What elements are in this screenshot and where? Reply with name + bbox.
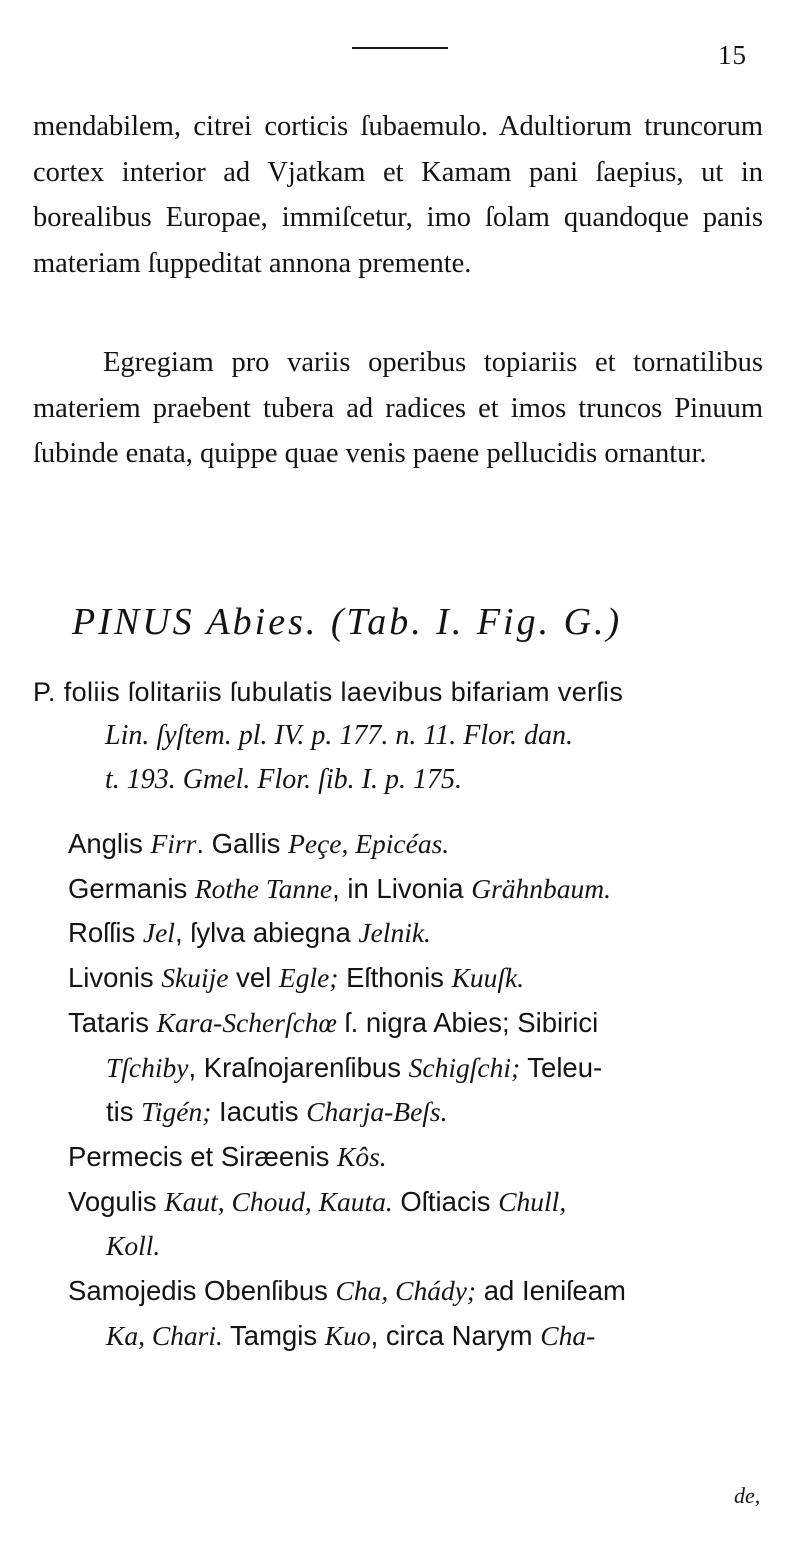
name-italic: Peçe, Epicéas. <box>288 828 450 859</box>
names-line-tataris-cont-1 <box>68 1046 768 1091</box>
name-italic: Rothe Tanne <box>194 872 333 904</box>
name-italic: Chull, <box>498 1185 567 1217</box>
text: , in Livonia <box>332 872 472 904</box>
name-italic: Cha, Chády; <box>335 1275 477 1307</box>
text: Tataris <box>68 1006 157 1038</box>
names-line-vogulis-cont <box>68 1224 768 1269</box>
name-italic: Jelnik. <box>358 917 431 949</box>
name-italic: Charja-Beſs. <box>306 1096 448 1128</box>
name-italic: Skuije <box>161 962 229 994</box>
names-line-germanis <box>68 867 768 912</box>
name-italic: Schigſchi; <box>408 1051 521 1083</box>
name-italic: Kôs. <box>336 1140 387 1172</box>
names-line-tataris-cont-2 <box>68 1090 768 1135</box>
name-italic: Ka, Chari. <box>106 1319 223 1351</box>
text: Tamgis <box>222 1319 325 1351</box>
citation-line-1: Lin. ſyſtem. pl. IV. p. 177. n. 11. Flor. dan. <box>105 720 573 751</box>
text: vel <box>228 962 279 994</box>
text: Eſthonis <box>338 962 452 994</box>
text: tis <box>106 1096 142 1128</box>
names-line-tataris <box>68 1001 768 1046</box>
text: ſ. nigra Abies; Sibirici <box>336 1006 599 1038</box>
diagnosis-block <box>33 670 763 802</box>
name-italic: Kaut, Choud, Kauta. <box>164 1185 393 1217</box>
text: Teleu- <box>520 1051 603 1083</box>
text: . Gallis <box>196 828 289 859</box>
header-rule <box>352 47 448 49</box>
text: ad Ieniſeam <box>476 1275 626 1307</box>
text: Livonis <box>68 962 162 994</box>
species-heading: PINUS Abies. (Tab. I. Fig. G.) <box>72 601 623 643</box>
names-line-permecis <box>68 1135 768 1180</box>
catchword: de, <box>734 1483 761 1508</box>
name-italic: Cha- <box>540 1319 596 1351</box>
name-italic: Kara-Scherſchœ <box>156 1006 337 1038</box>
text: Oſtiacis <box>392 1185 499 1217</box>
name-italic: Kuuſk. <box>451 962 525 994</box>
names-line-livonis <box>68 956 768 1001</box>
citation-line-2: t. 193. Gmel. Flor. ſib. I. p. 175. <box>105 764 462 795</box>
vernacular-names <box>68 822 768 1358</box>
text: Anglis <box>68 828 151 859</box>
page-number: 15 <box>718 40 747 70</box>
text: Vogulis <box>68 1185 165 1217</box>
name-italic: Kuo <box>324 1319 371 1351</box>
diagnosis-line: P. foliis ſolitariis ſubulatis laevibus bifariam verſis <box>33 677 624 707</box>
text: Permecis et Siræenis <box>68 1140 337 1172</box>
name-italic: Tigén; <box>141 1096 212 1128</box>
name-italic: Grähnbaum. <box>471 872 612 904</box>
text: , circa Narym <box>370 1319 541 1351</box>
name-italic: Firr <box>150 828 197 859</box>
name-italic: Koll. <box>106 1230 161 1262</box>
paragraph-1: mendabilem, citrei corticis ſubaemulo. Adultiorum truncorum cortex interior ad Vjatkam et Kamam pani ſaepius, ut in borealibus Europae, immiſcetur, imo ſolam quandoque panis materiam ſuppeditat annona premente. <box>33 111 763 279</box>
names-line-rossis <box>68 911 768 956</box>
text: , Kraſnojarenſibus <box>188 1051 409 1083</box>
names-line-samojedis <box>68 1269 768 1314</box>
name-italic: Jel <box>142 917 175 949</box>
text: Iacutis <box>211 1096 307 1128</box>
text: Samojedis Obenſibus <box>68 1275 336 1307</box>
names-line-anglis <box>68 822 768 867</box>
name-italic: Tſchiby <box>106 1051 189 1083</box>
paragraph-2: Egregiam pro variis operibus topiariis et tornatilibus materiem praebent tubera ad radices et imos truncos Pinuum ſubinde enata, quippe quae venis paene pellucidis ornantur. <box>33 347 763 469</box>
text: Germanis <box>68 872 195 904</box>
names-line-vogulis <box>68 1180 768 1225</box>
names-line-samojedis-cont <box>68 1314 768 1359</box>
name-italic: Egle; <box>278 962 339 994</box>
text: , ſylva abiegna <box>174 917 359 949</box>
text: Roſſis <box>68 917 143 949</box>
